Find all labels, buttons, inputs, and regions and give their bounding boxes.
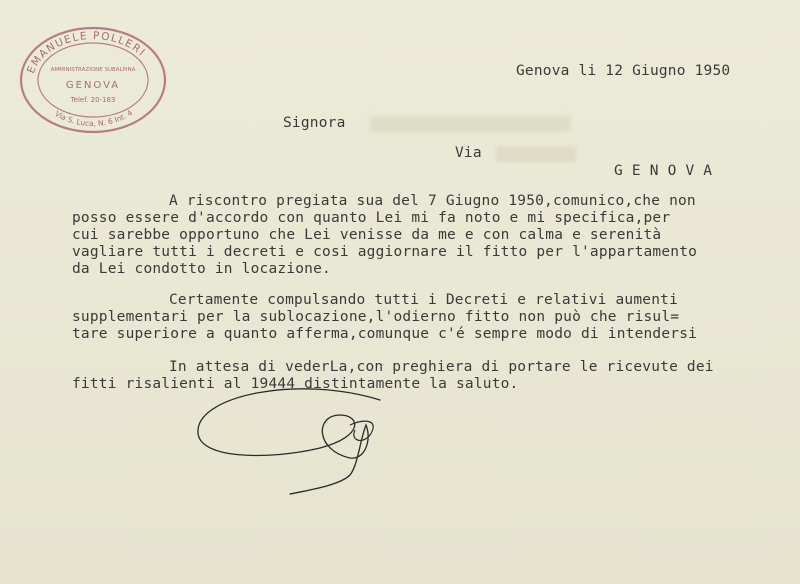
paragraph-3-line-2: fitti risalienti al 19444 distintamente la saluto. [72, 376, 519, 392]
city-line: G E N O V A [614, 163, 713, 179]
date-line: Genova li 12 Giugno 1950 [516, 63, 731, 79]
svg-text:AMMINISTRAZIONE SUBALPINA: AMMINISTRAZIONE SUBALPINA [50, 67, 136, 73]
redacted-street [496, 146, 576, 162]
rubber-stamp [18, 24, 168, 136]
paragraph-1-line-2: posso essere d'accordo con quanto Lei mi fa noto e mi specifica,per [72, 210, 671, 226]
svg-text:Via S. Luca, N. 6 Int. 4: Via S. Luca, N. 6 Int. 4 [53, 108, 135, 129]
paragraph-1-line-4: vagliare tutti i decreti e cosi aggiornare il fitto per l'appartamento [72, 244, 698, 260]
paragraph-2-line-1: Certamente compulsando tutti i Decreti e relativi aumenti [169, 292, 678, 308]
paragraph-1-line-1: A riscontro pregiata sua del 7 Giugno 1950,comunico,che non [169, 193, 696, 209]
salutation-label: Signora [283, 115, 346, 131]
redacted-recipient-name [370, 116, 570, 132]
svg-text:GENOVA: GENOVA [65, 80, 121, 91]
paragraph-1-line-3: cui sarebbe opportuno che Lei venisse da me e con calma e serenità [72, 227, 662, 243]
svg-text:EMANUELE POLLERI: EMANUELE POLLERI [24, 29, 148, 76]
street-label: Via [455, 145, 482, 161]
paragraph-1-line-5: da Lei condotto in locazione. [72, 261, 331, 277]
paragraph-3-line-1: In attesa di vederLa,con preghiera di portare le ricevute dei [169, 359, 714, 375]
handwritten-signature [190, 380, 390, 500]
paragraph-2-line-3: tare superiore a quanto afferma,comunque c'é sempre modo di intendersi [72, 326, 698, 342]
svg-text:Telef. 20-183: Telef. 20-183 [70, 96, 116, 104]
paragraph-2-line-2: supplementari per la sublocazione,l'odierno fitto non può che risul= [72, 309, 680, 325]
